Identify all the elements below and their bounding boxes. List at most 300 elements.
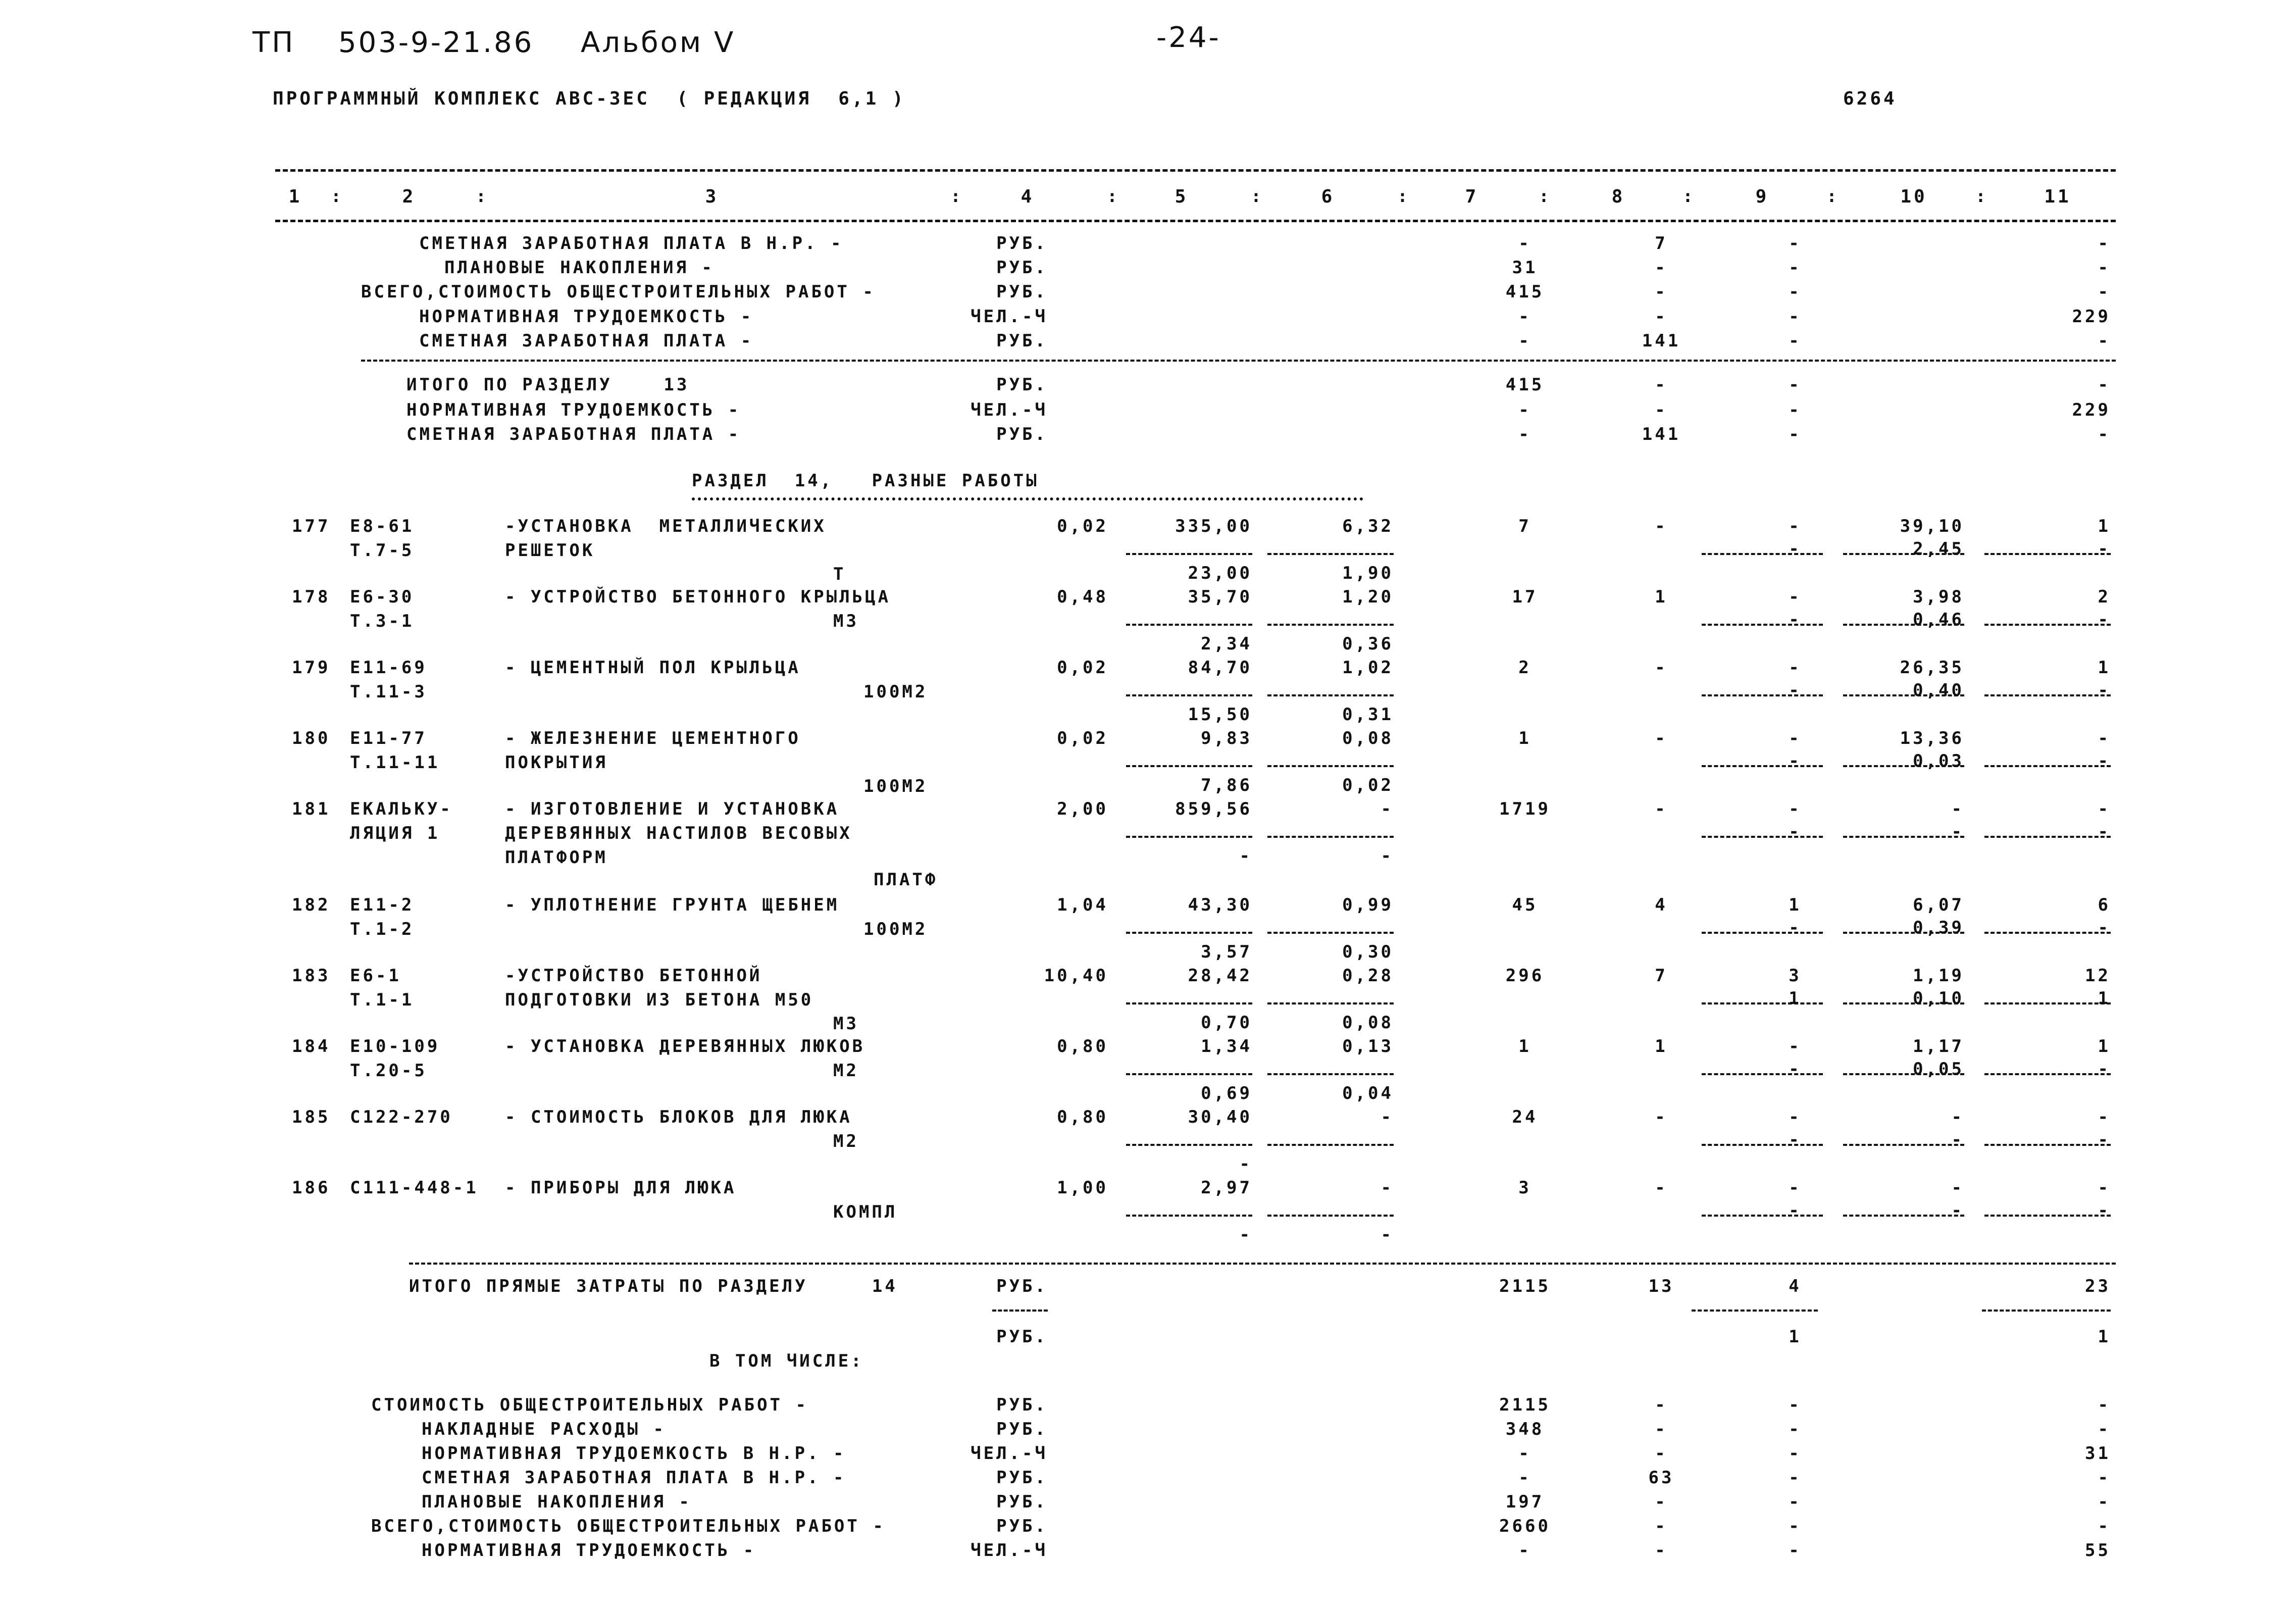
item-name: - СТОИМОСТЬ БЛОКОВ ДЛЯ ЛЮКА: [505, 1107, 852, 1127]
item-number: 185: [292, 1107, 331, 1127]
col11-secondary: -: [2098, 539, 2111, 559]
col11-value: 229: [2072, 400, 2111, 420]
col6-separator: [1267, 1215, 1394, 1217]
summary-label: ПЛАНОВЫЕ НАКОПЛЕНИЯ -: [422, 1492, 692, 1512]
item-unit: КОМПЛ: [833, 1202, 898, 1222]
col11-secondary: -: [2098, 1130, 2111, 1150]
col11-value: -: [2098, 728, 2111, 748]
col11-value: -: [2098, 1492, 2111, 1512]
col9-value: -: [1789, 728, 1802, 748]
col7-value: -: [1518, 400, 1532, 420]
summary-label: НАКЛАДНЫЕ РАСХОДЫ -: [422, 1419, 666, 1439]
unit-cost-secondary: 7,86: [1201, 775, 1252, 795]
col10-secondary: 0,10: [1913, 988, 1964, 1009]
col10-value: 1,17: [1913, 1036, 1964, 1056]
col10-value: -: [1951, 1178, 1964, 1198]
unit: РУБ.: [996, 331, 1048, 351]
column-separator: :: [331, 186, 344, 207]
col11-value: -: [2098, 1516, 2111, 1536]
unit: ЧЕЛ.-Ч: [971, 1443, 1048, 1464]
item-code: Е10-109: [350, 1036, 440, 1056]
col9-value: -: [1789, 587, 1802, 607]
col7-value: 1719: [1499, 799, 1551, 819]
col11-value: -: [2098, 331, 2111, 351]
item-code: Т.11-3: [350, 682, 427, 702]
item-name: - ЖЕЛЕЗНЕНИЕ ЦЕМЕНТНОГО: [505, 728, 801, 748]
col10-secondary: 2,45: [1913, 539, 1964, 559]
unit: ЧЕЛ.-Ч: [971, 307, 1048, 327]
unit: РУБ.: [996, 233, 1048, 254]
col9-value: -: [1789, 307, 1802, 327]
col8-value: 141: [1642, 424, 1681, 444]
column-number: 10: [1900, 186, 1927, 207]
col6-separator: [1267, 1144, 1394, 1146]
column-number: 6: [1321, 186, 1335, 207]
quantity: 0,80: [1057, 1036, 1108, 1056]
unit-separator: [992, 1310, 1048, 1312]
col8-value: -: [1655, 516, 1668, 536]
quantity: 10,40: [1044, 966, 1108, 986]
item-code: Т.11-11: [350, 752, 440, 773]
col11-value: -: [2098, 799, 2111, 819]
item-number: 178: [292, 587, 331, 607]
col8-value: -: [1655, 258, 1668, 278]
item-code: Е11-69: [350, 658, 427, 678]
col9-value: -: [1789, 1443, 1802, 1464]
col9-value: -: [1789, 1419, 1802, 1439]
col7-value: 31: [1512, 258, 1538, 278]
unit-wage-secondary: 0,30: [1342, 942, 1394, 962]
unit-wage-secondary: 0,36: [1342, 634, 1394, 654]
col9-value: -: [1789, 1540, 1802, 1561]
unit: РУБ.: [996, 424, 1048, 444]
item-number: 181: [292, 799, 331, 819]
col9-value: -: [1789, 1492, 1802, 1512]
header-top-rule: [275, 169, 2116, 172]
col6-separator: [1267, 1073, 1394, 1075]
unit-cost: 35,70: [1188, 587, 1252, 607]
col5-separator: [1126, 765, 1252, 767]
item-number: 177: [292, 516, 331, 536]
item-code: С122-270: [350, 1107, 453, 1127]
section-total-label: СМЕТНАЯ ЗАРАБОТНАЯ ПЛАТА -: [406, 424, 741, 444]
item-unit: ПЛАТФ: [874, 870, 938, 890]
col5-separator: [1126, 624, 1252, 626]
col8-value: -: [1655, 1395, 1668, 1415]
unit-wage: 0,28: [1342, 966, 1394, 986]
col7-value: 415: [1505, 282, 1545, 302]
col9-value: -: [1789, 516, 1802, 536]
col8-value: 4: [1655, 895, 1668, 915]
col8-value: -: [1655, 799, 1668, 819]
item-unit: М3: [833, 1014, 859, 1034]
unit: РУБ.: [996, 1516, 1048, 1536]
item-unit: 100М2: [863, 919, 928, 939]
col9-value: -: [1789, 424, 1802, 444]
document-number: 6264: [1843, 88, 1897, 109]
item-name: - ИЗГОТОВЛЕНИЕ И УСТАНОВКА: [505, 799, 840, 819]
item-name: - УСТАНОВКА ДЕРЕВЯННЫХ ЛЮКОВ: [505, 1036, 865, 1056]
unit: РУБ.: [996, 1468, 1048, 1488]
column-number: 2: [402, 186, 416, 207]
item-code: Т.7-5: [350, 540, 415, 561]
col7-value: -: [1518, 307, 1532, 327]
col11-secondary: -: [2098, 751, 2111, 771]
col9-value: -: [1789, 1516, 1802, 1536]
item-name: -УСТРОЙСТВО БЕТОННОЙ: [505, 966, 762, 986]
col11-value: 229: [2072, 307, 2111, 327]
column-number: 5: [1175, 186, 1189, 207]
unit: РУБ.: [996, 258, 1048, 278]
unit: РУБ.: [996, 1276, 1048, 1296]
col10-value: -: [1951, 799, 1964, 819]
item-name: ПОКРЫТИЯ: [505, 752, 608, 773]
col11-secondary: -: [2098, 680, 2111, 700]
item-unit: М2: [833, 1131, 859, 1151]
col7-value: 17: [1512, 587, 1538, 607]
section-total-label: НОРМАТИВНАЯ ТРУДОЕМКОСТЬ -: [406, 400, 741, 420]
item-code: Е6-30: [350, 587, 415, 607]
unit-wage: 1,02: [1342, 658, 1394, 678]
col7-value: 2660: [1499, 1516, 1551, 1536]
item-unit: Т: [833, 564, 846, 584]
col8-value: -: [1655, 658, 1668, 678]
col9-value: 4: [1789, 1276, 1802, 1296]
unit: ЧЕЛ.-Ч: [971, 1540, 1048, 1561]
unit-cost: 2,97: [1201, 1178, 1252, 1198]
col10-value: 39,10: [1900, 516, 1964, 536]
col11-secondary: -: [2098, 918, 2111, 938]
col9-value: 1: [1789, 1327, 1802, 1347]
item-code: Т.20-5: [350, 1061, 427, 1081]
item-name: РЕШЕТОК: [505, 540, 595, 561]
col11-value: 6: [2098, 895, 2111, 915]
col9-value: 3: [1789, 966, 1802, 986]
col7-value: 1: [1518, 728, 1532, 748]
quantity: 0,80: [1057, 1107, 1108, 1127]
column-separator: :: [950, 186, 963, 207]
quantity: 0,02: [1057, 516, 1108, 536]
col7-value: 3: [1518, 1178, 1532, 1198]
unit-cost-secondary: 0,70: [1201, 1013, 1252, 1033]
unit-cost: 335,00: [1175, 516, 1252, 536]
col10-secondary: 0,46: [1913, 610, 1964, 630]
col11-value: 1: [2098, 1327, 2111, 1347]
item-code: Е6-1: [350, 966, 401, 986]
column-number: 11: [2044, 186, 2071, 207]
unit-wage-secondary: 0,02: [1342, 775, 1394, 795]
col7-value: 296: [1505, 966, 1545, 986]
item-number: 186: [292, 1178, 331, 1198]
col9-value: -: [1789, 375, 1802, 395]
col7-value: -: [1518, 1540, 1532, 1561]
col11-value: 2: [2098, 587, 2111, 607]
item-name: - ЦЕМЕНТНЫЙ ПОЛ КРЫЛЬЦА: [505, 658, 801, 678]
col5-separator: [1126, 836, 1252, 838]
col10-value: 6,07: [1913, 895, 1964, 915]
unit-wage: -: [1381, 1107, 1394, 1127]
col11-value: -: [2098, 424, 2111, 444]
unit-cost-secondary: -: [1239, 1154, 1252, 1174]
col8-value: 13: [1648, 1276, 1674, 1296]
col10-secondary: 0,39: [1913, 918, 1964, 938]
col11-secondary: -: [2098, 1059, 2111, 1079]
unit-cost: 859,56: [1175, 799, 1252, 819]
unit-cost-secondary: 23,00: [1188, 563, 1252, 583]
column-separator: :: [1826, 186, 1840, 207]
col10-secondary: -: [1951, 1130, 1964, 1150]
col6-separator: [1267, 836, 1394, 838]
header-bottom-rule: [275, 220, 2116, 222]
summary-label: ВСЕГО,СТОИМОСТЬ ОБЩЕСТРОИТЕЛЬНЫХ РАБОТ -: [361, 282, 876, 302]
col10-secondary: 0,05: [1913, 1059, 1964, 1079]
column-separator: :: [1975, 186, 1988, 207]
col10-value: -: [1951, 1107, 1964, 1127]
column-separator: :: [1397, 186, 1410, 207]
item-number: 184: [292, 1036, 331, 1056]
column-separator: :: [1539, 186, 1552, 207]
summary-label: НОРМАТИВНАЯ ТРУДОЕМКОСТЬ В Н.Р. -: [422, 1443, 846, 1464]
quantity: 0,48: [1057, 587, 1108, 607]
unit-wage-secondary: 0,08: [1342, 1013, 1394, 1033]
unit-cost: 28,42: [1188, 966, 1252, 986]
col10-value: 1,19: [1913, 966, 1964, 986]
item-code: Т.1-2: [350, 919, 415, 939]
unit-cost-secondary: 3,57: [1201, 942, 1252, 962]
col9-separator: [1692, 1310, 1818, 1312]
unit-cost: 1,34: [1201, 1036, 1252, 1056]
col11-value: -: [2098, 1178, 2111, 1198]
tp-label: ТП: [252, 26, 295, 59]
col8-value: 7: [1655, 233, 1668, 254]
col9-value: -: [1789, 1107, 1802, 1127]
quantity: 1,00: [1057, 1178, 1108, 1198]
col10-secondary: 0,03: [1913, 751, 1964, 771]
item-code: Т.1-1: [350, 990, 415, 1010]
col10-secondary: 0,40: [1913, 680, 1964, 700]
col10-value: 3,98: [1913, 587, 1964, 607]
column-separator: :: [1107, 186, 1120, 207]
item-code: Т.3-1: [350, 611, 415, 631]
col8-value: -: [1655, 1516, 1668, 1536]
quantity: 2,00: [1057, 799, 1108, 819]
column-number: 1: [288, 186, 302, 207]
col11-secondary: 1: [2098, 988, 2111, 1009]
col8-value: -: [1655, 282, 1668, 302]
col8-value: -: [1655, 307, 1668, 327]
col11-secondary: -: [2098, 822, 2111, 842]
unit-wage: 0,08: [1342, 728, 1394, 748]
unit-wage-secondary: -: [1381, 846, 1394, 866]
project-code: 503-9-21.86: [338, 26, 534, 59]
col11-value: 23: [2085, 1276, 2111, 1296]
item-name: - ПРИБОРЫ ДЛЯ ЛЮКА: [505, 1178, 737, 1198]
col8-value: 1: [1655, 587, 1668, 607]
unit-cost: 9,83: [1201, 728, 1252, 748]
column-separator: :: [476, 186, 489, 207]
item-name: ПЛАТФОРМ: [505, 847, 608, 868]
col10-secondary: -: [1951, 822, 1964, 842]
item-name: - УСТРОЙСТВО БЕТОННОГО КРЫЛЬЦА: [505, 587, 891, 607]
col11-value: 12: [2085, 966, 2111, 986]
col6-separator: [1267, 694, 1394, 696]
col8-value: -: [1655, 728, 1668, 748]
section-total-label: ИТОГО ПРЯМЫЕ ЗАТРАТЫ ПО РАЗДЕЛУ 14: [409, 1276, 898, 1296]
col7-value: -: [1518, 233, 1532, 254]
col5-separator: [1126, 1215, 1252, 1217]
col11-separator: [1982, 1310, 2111, 1312]
total14-rule: [409, 1263, 2116, 1265]
col9-value: -: [1789, 1395, 1802, 1415]
col7-value: -: [1518, 1468, 1532, 1488]
col7-value: -: [1518, 1443, 1532, 1464]
col9-value: -: [1789, 1468, 1802, 1488]
col10-secondary: -: [1951, 1200, 1964, 1221]
column-number: 7: [1465, 186, 1479, 207]
col6-separator: [1267, 553, 1394, 555]
section-title: РАЗДЕЛ 14, РАЗНЫЕ РАБОТЫ: [692, 471, 1039, 491]
item-code: Е11-77: [350, 728, 427, 748]
col9-value: -: [1789, 233, 1802, 254]
col6-separator: [1267, 932, 1394, 934]
col5-separator: [1126, 932, 1252, 934]
unit-cost-secondary: 15,50: [1188, 705, 1252, 725]
col6-separator: [1267, 624, 1394, 626]
unit-cost: 30,40: [1188, 1107, 1252, 1127]
col11-value: 31: [2085, 1443, 2111, 1464]
col10-value: 26,35: [1900, 658, 1964, 678]
col11-value: -: [2098, 258, 2111, 278]
col11-value: 55: [2085, 1540, 2111, 1561]
col9-secondary: -: [1789, 539, 1802, 559]
unit: РУБ.: [996, 1327, 1048, 1347]
quantity: 0,02: [1057, 658, 1108, 678]
item-unit: М3: [833, 611, 859, 631]
col9-secondary: -: [1789, 1200, 1802, 1221]
col7-value: 348: [1505, 1419, 1545, 1439]
summary-label: ВСЕГО,СТОИМОСТЬ ОБЩЕСТРОИТЕЛЬНЫХ РАБОТ -: [371, 1516, 886, 1536]
col11-value: -: [2098, 1468, 2111, 1488]
col11-value: -: [2098, 375, 2111, 395]
col9-value: -: [1789, 400, 1802, 420]
col8-value: -: [1655, 1107, 1668, 1127]
col9-secondary: -: [1789, 822, 1802, 842]
col5-separator: [1126, 694, 1252, 696]
item-code: С111-448-1: [350, 1178, 479, 1198]
item-unit: М2: [833, 1061, 859, 1081]
item-name: ПОДГОТОВКИ ИЗ БЕТОНА М50: [505, 990, 814, 1010]
col7-value: -: [1518, 424, 1532, 444]
col7-value: 197: [1505, 1492, 1545, 1512]
col8-value: -: [1655, 400, 1668, 420]
col9-value: -: [1789, 1036, 1802, 1056]
col6-separator: [1267, 1002, 1394, 1004]
quantity: 1,04: [1057, 895, 1108, 915]
col8-value: -: [1655, 1178, 1668, 1198]
col9-value: -: [1789, 799, 1802, 819]
unit: РУБ.: [996, 1419, 1048, 1439]
col9-secondary: -: [1789, 918, 1802, 938]
col11-secondary: -: [2098, 1200, 2111, 1221]
unit-wage: 1,20: [1342, 587, 1394, 607]
unit-wage: 0,99: [1342, 895, 1394, 915]
col11-value: 1: [2098, 1036, 2111, 1056]
column-number: 8: [1611, 186, 1625, 207]
col8-value: -: [1655, 375, 1668, 395]
unit-cost-secondary: 0,69: [1201, 1083, 1252, 1103]
col7-value: 2115: [1499, 1276, 1551, 1296]
column-number: 9: [1755, 186, 1769, 207]
item-code: ЛЯЦИЯ 1: [350, 823, 440, 843]
album-label: Альбом V: [581, 26, 736, 59]
col9-value: -: [1789, 1178, 1802, 1198]
col9-value: -: [1789, 331, 1802, 351]
col11-value: -: [2098, 1395, 2111, 1415]
col7-value: 24: [1512, 1107, 1538, 1127]
item-name: -УСТАНОВКА МЕТАЛЛИЧЕСКИХ: [505, 516, 827, 536]
unit-cost-secondary: -: [1239, 1225, 1252, 1245]
unit-cost: 43,30: [1188, 895, 1252, 915]
unit-cost-secondary: -: [1239, 846, 1252, 866]
col11-value: 1: [2098, 516, 2111, 536]
col9-secondary: -: [1789, 1130, 1802, 1150]
unit-wage-secondary: -: [1381, 1225, 1394, 1245]
col10-value: 13,36: [1900, 728, 1964, 748]
col8-value: -: [1655, 1540, 1668, 1561]
summary-label: НОРМАТИВНАЯ ТРУДОЕМКОСТЬ -: [419, 307, 754, 327]
col5-separator: [1126, 553, 1252, 555]
col8-value: 63: [1648, 1468, 1674, 1488]
col9-value: 1: [1789, 895, 1802, 915]
summary-label: СМЕТНАЯ ЗАРАБОТНАЯ ПЛАТА В Н.Р. -: [419, 233, 844, 254]
col11-value: -: [2098, 1107, 2111, 1127]
unit-cost: 84,70: [1188, 658, 1252, 678]
item-name: ДЕРЕВЯННЫХ НАСТИЛОВ ВЕСОВЫХ: [505, 823, 852, 843]
page-number: -24-: [1156, 21, 1221, 54]
program-title: ПРОГРАММНЫЙ КОМПЛЕКС АВС-3ЕС ( РЕДАКЦИЯ 6,1 ): [273, 88, 906, 109]
item-name: - УПЛОТНЕНИЕ ГРУНТА ЩЕБНЕМ: [505, 895, 840, 915]
unit-wage: 6,32: [1342, 516, 1394, 536]
col11-value: 1: [2098, 658, 2111, 678]
item-number: 179: [292, 658, 331, 678]
unit-wage: -: [1381, 1178, 1394, 1198]
unit: РУБ.: [996, 1492, 1048, 1512]
col5-separator: [1126, 1144, 1252, 1146]
column-separator: :: [1251, 186, 1264, 207]
col9-value: -: [1789, 258, 1802, 278]
col5-separator: [1126, 1002, 1252, 1004]
unit-wage-secondary: 0,04: [1342, 1083, 1394, 1103]
summary-label: НОРМАТИВНАЯ ТРУДОЕМКОСТЬ -: [422, 1540, 756, 1561]
col9-value: -: [1789, 282, 1802, 302]
unit-wage-secondary: 0,31: [1342, 705, 1394, 725]
col9-secondary: -: [1789, 610, 1802, 630]
section-total-label: ИТОГО ПО РАЗДЕЛУ 13: [406, 375, 690, 395]
section13-rule: [361, 360, 2116, 362]
col11-value: -: [2098, 282, 2111, 302]
unit: ЧЕЛ.-Ч: [971, 400, 1048, 420]
item-code: Е11-2: [350, 895, 415, 915]
summary-label: СМЕТНАЯ ЗАРАБОТНАЯ ПЛАТА -: [419, 331, 754, 351]
quantity: 0,02: [1057, 728, 1108, 748]
col11-secondary: -: [2098, 610, 2111, 630]
item-unit: 100М2: [863, 682, 928, 702]
col8-value: 7: [1655, 966, 1668, 986]
col7-value: 1: [1518, 1036, 1532, 1056]
col11-value: -: [2098, 233, 2111, 254]
col8-value: 141: [1642, 331, 1681, 351]
col9-secondary: -: [1789, 751, 1802, 771]
